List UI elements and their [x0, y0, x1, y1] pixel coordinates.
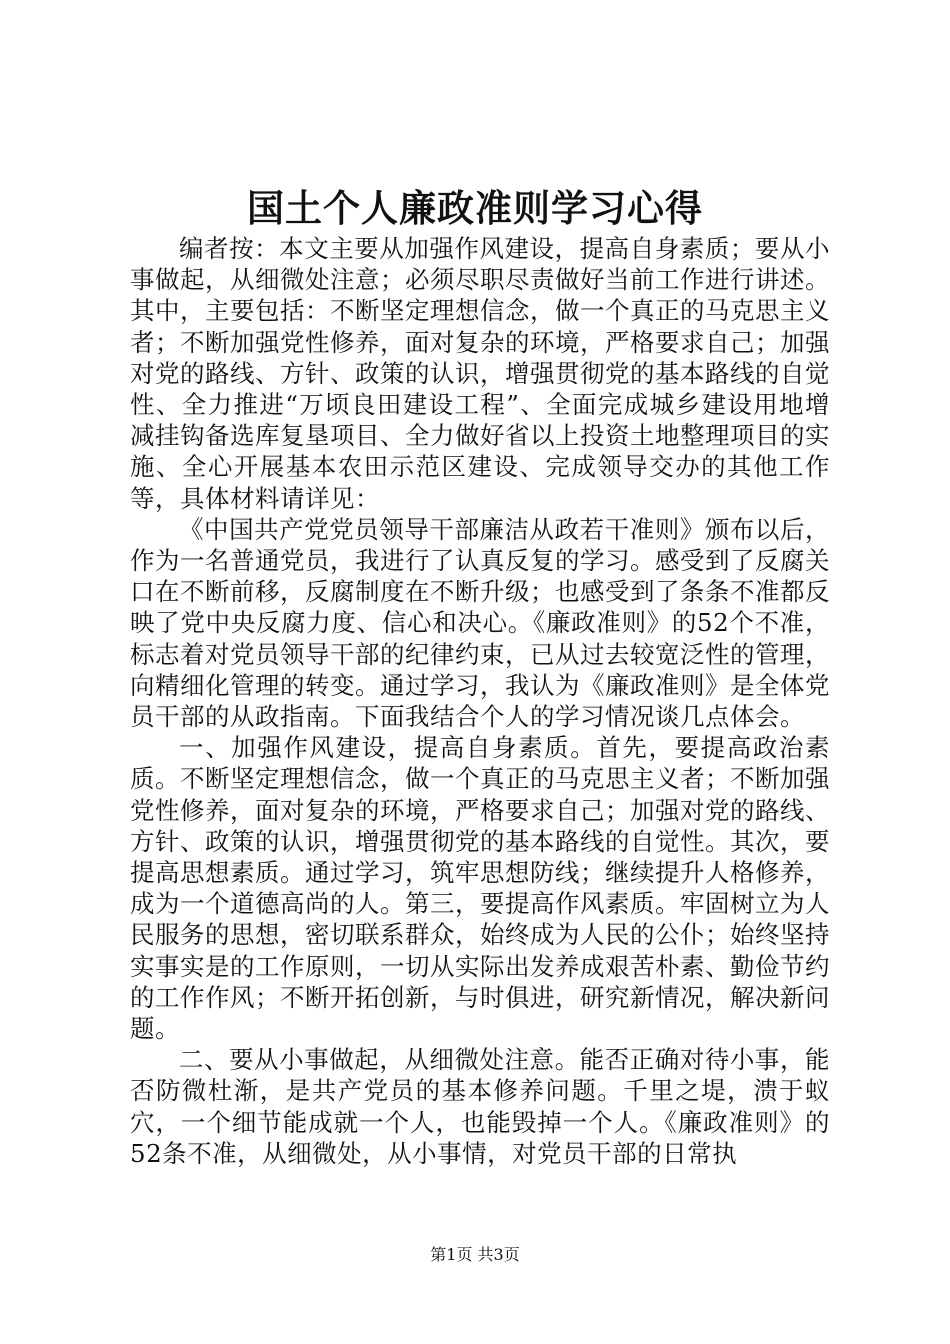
paragraph-editor-note: 编者按：本文主要从加强作风建设，提高自身素质；要从小事做起，从细微处注意；必须尽职尽责做好当前工作进行讲述。其中，主要包括：不断坚定理想信念，做一个真正的马克思主义者；不断加强党性修养，面对复杂的环境，严格要求自己；加强对党的路线、方针、政策的认识，增强贯彻党的基本路线的自觉性、全力推进“万顷良田建设工程”、全面完成城乡建设用地增减挂钩备选库复垦项目、全力做好省以上投资土地整理项目的实施、全心开展基本农田示范区建设、完成领导交办的其他工作等，具体材料请详见：: [130, 234, 830, 513]
paragraph-intro: 《中国共产党党员领导干部廉洁从政若干准则》颁布以后，作为一名普通党员，我进行了认真反复的学习。感受到了反腐关口在不断前移，反腐制度在不断升级；也感受到了条条不准都反映了党中央反腐力度、信心和决心。《廉政准则》的52个不准，标志着对党员领导干部的纪律约束，已从过去较宽泛性的管理，向精细化管理的转变。通过学习，我认为《廉政准则》是全体党员干部的从政指南。下面我结合个人的学习情况谈几点体会。: [130, 514, 830, 732]
document-title: 国土个人廉政准则学习心得: [247, 186, 703, 230]
paragraph-section-two: 二、要从小事做起，从细微处注意。能否正确对待小事，能否防微杜渐，是共产党员的基本修养问题。千里之堤，溃于蚁穴，一个细节能成就一个人，也能毁掉一个人。《廉政准则》的52条不准，从细微处，从小事情，对党员干部的日常执: [130, 1045, 830, 1168]
page-number-footer: 第1页 共3页: [430, 1245, 520, 1264]
document-body: [130, 233, 830, 1169]
paragraph-section-one: 一、加强作风建设，提高自身素质。首先，要提高政治素质。不断坚定理想信念，做一个真正的马克思主义者；不断加强党性修养，面对复杂的环境，严格要求自己；加强对党的路线、方针、政策的认识，增强贯彻党的基本路线的自觉性。其次，要提高思想素质。通过学习，筑牢思想防线；继续提升人格修养，成为一个道德高尚的人。第三，要提高作风素质。牢固树立为人民服务的思想，密切联系群众，始终成为人民的公仆；始终坚持实事实是的工作原则，一切从实际出发养成艰苦朴素、勤俭节约的工作作风；不断开拓创新，与时俱进，研究新情况，解决新问题。: [130, 733, 830, 1044]
